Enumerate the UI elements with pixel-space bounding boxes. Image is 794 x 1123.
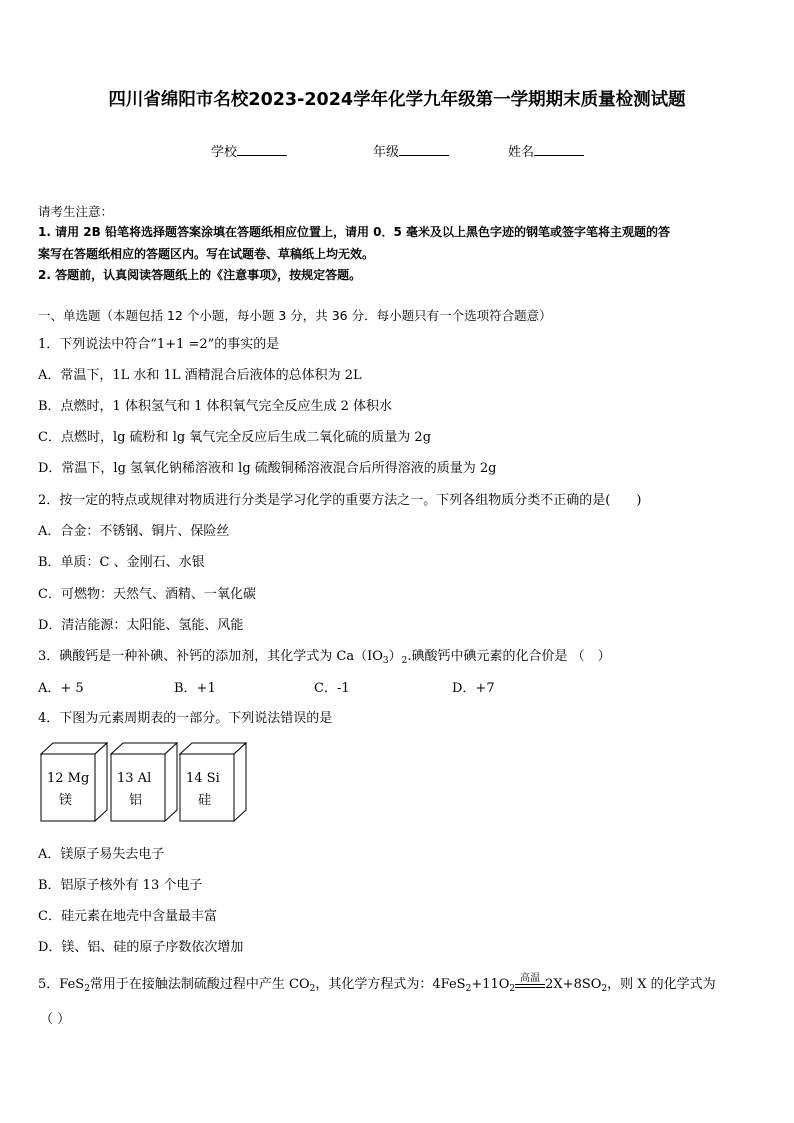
- q3-option-b: B．+1: [174, 681, 216, 696]
- grade-blank: [399, 142, 449, 156]
- q3-stem-post: .碘酸钙中碘元素的化合价是 （ ）: [407, 649, 611, 664]
- school-blank: [237, 142, 287, 156]
- q3-option-a: A．+ 5: [38, 681, 84, 696]
- q1-option-c: C．点燃时，lg 硫粉和 lg 氧气完全反应后生成二氧化硫的质量为 2g: [38, 430, 432, 445]
- q1-option-b: B．点燃时，1 体积氢气和 1 体积氧气完全反应生成 2 体积水: [38, 399, 393, 414]
- notice-item-2: 2. 答题前，认真阅读答题纸上的《注意事项》，按规定答题。: [38, 268, 362, 282]
- q3-stem-pre: 3．碘酸钙是一种补碘、补钙的添加剂，其化学式为 Ca（IO: [38, 649, 383, 664]
- q3-subscript-2: 2: [401, 656, 408, 666]
- q5-text: ，则 X 的化学式为: [607, 977, 716, 992]
- q5-text: 常用于在接触法制硫酸过程中产生 CO: [89, 977, 310, 992]
- q2-option-a: A．合金：不锈钢、铜片、保险丝: [38, 524, 230, 539]
- student-info-row: [0, 141, 794, 161]
- cell-number-symbol: 13 Al: [117, 771, 152, 786]
- notice-item-1-line-2: 案写在答题纸相应的答题区内。写在试题卷、草稿纸上均无效。: [38, 247, 375, 261]
- q4-stem: 4．下图为元素周期表的一部分。下列说法错误的是: [38, 711, 333, 726]
- periodic-cell-mg: [40, 742, 108, 822]
- q2-option-d: D．清洁能源：太阳能、氢能、风能: [38, 618, 244, 633]
- reaction-condition-label: 高温: [520, 973, 541, 984]
- q4-option-b: B．铝原子核外有 13 个电子: [38, 878, 203, 893]
- equals-sign: [515, 984, 545, 988]
- cell-element-name: 镁: [59, 793, 73, 808]
- q5-text: ，其化学方程式为：4FeS: [315, 977, 466, 992]
- q5-text: 2X+8SO: [545, 977, 602, 992]
- q5-subscript: 2: [84, 984, 90, 994]
- cell-number-symbol: 12 Mg: [47, 771, 90, 786]
- q2-option-b: B．单质：C 、金刚石、水银: [38, 555, 205, 570]
- q5-subscript: 2: [509, 984, 516, 994]
- name-field: [508, 141, 584, 160]
- q5-subscript: 2: [309, 984, 316, 994]
- grade-label: 年级: [373, 145, 400, 160]
- periodic-cell-al: [110, 742, 178, 822]
- name-blank: [534, 142, 584, 156]
- q1-stem: 1．下列说法中符合“1+1 =2”的事实的是: [38, 337, 280, 352]
- q3-option-d: D．+7: [452, 681, 495, 696]
- q5-text: 5．FeS: [38, 977, 85, 992]
- cell-element-name: 硅: [198, 793, 212, 808]
- q3-options: [38, 677, 738, 695]
- reaction-condition: [515, 973, 545, 988]
- q1-option-d: D．常温下，lg 氢氧化钠稀溶液和 lg 硫酸铜稀溶液混合后所得溶液的质量为 2g: [38, 461, 497, 476]
- school-label: 学校: [211, 145, 238, 160]
- notice-heading: 请考生注意：: [38, 204, 114, 219]
- cell-element-name: 铝: [129, 793, 143, 808]
- q2-option-c: C．可燃物：天然气、酒精、一氧化碳: [38, 587, 256, 602]
- q3-option-c: C．-1: [314, 681, 350, 696]
- q4-option-c: C．硅元素在地壳中含量最丰富: [38, 909, 217, 924]
- q1-option-a: A．常温下，1L 水和 1L 酒精混合后液体的总体积为 2L: [38, 368, 362, 383]
- q3-stem: [38, 645, 611, 666]
- periodic-cell-si: [179, 742, 247, 822]
- q5-answer-paren: （ ）: [40, 1012, 71, 1027]
- q3-stem-mid: ）: [388, 649, 402, 664]
- q5-subscript: 2: [465, 984, 472, 994]
- name-label: 姓名: [508, 145, 535, 160]
- q4-option-a: A．镁原子易失去电子: [38, 847, 165, 862]
- school-field: [211, 141, 287, 160]
- q2-stem: 2．按一定的特点或规律对物质进行分类是学习化学的重要方法之一。下列各组物质分类不正确的是( ): [38, 493, 642, 508]
- q5-text: +11O: [471, 977, 510, 992]
- q4-option-d: D．镁、铝、硅的原子序数依次增加: [38, 940, 244, 955]
- page-title: 四川省绵阳市名校2023-2024学年化学九年级第一学期期末质量检测试题: [108, 90, 686, 110]
- notice-item-1-line-1: 1. 请用 2B 铅笔将选择题答案涂填在答题纸相应位置上，请用 0．5 毫米及以上黑色字迹的钢笔或签字笔将主观题的答: [38, 225, 670, 239]
- cell-number-symbol: 14 Si: [186, 771, 220, 786]
- grade-field: [373, 141, 449, 160]
- section-heading: 一、单选题（本题包括 12 个小题，每小题 3 分，共 36 分．每小题只有一个选项符合题意）: [38, 308, 552, 323]
- q5-stem: [38, 973, 716, 994]
- q3-subscript-3: 3: [382, 656, 389, 666]
- q5-subscript: 2: [601, 984, 608, 994]
